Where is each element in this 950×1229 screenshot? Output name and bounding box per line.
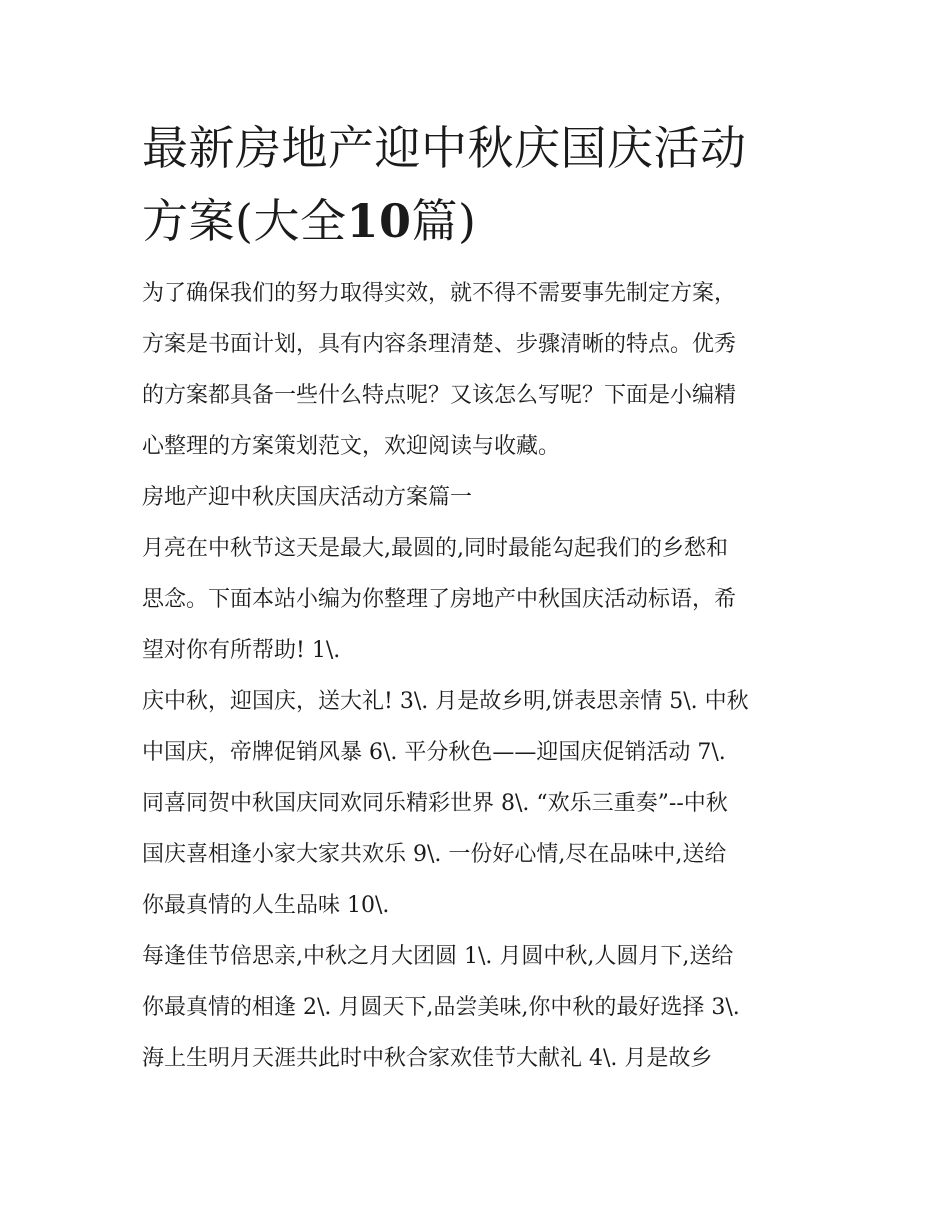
paragraph-line: 海上生明月天涯共此时中秋合家欢佳节大献礼 4\. 月是故乡 bbox=[142, 1046, 713, 1071]
title-line-1: 最新房地产迎中秋庆国庆活动 bbox=[142, 121, 747, 175]
paragraph-line: 中国庆，帝牌促销风暴 6\. 平分秋色——迎国庆促销活动 7\. bbox=[142, 740, 726, 765]
paragraph-line: 望对你有所帮助! 1\. bbox=[142, 638, 341, 663]
intro-line: 心整理的方案策划范文，欢迎阅读与收藏。 bbox=[142, 434, 561, 459]
title-line-2-suffix: 篇) bbox=[411, 194, 477, 248]
paragraph-line: 每逢佳节倍思亲,中秋之月大团圆 1\. 月圆中秋,人圆月下,送给 bbox=[142, 944, 734, 969]
body-paragraph-1 bbox=[142, 523, 822, 676]
paragraph-line: 月亮在中秋节这天是最大,最圆的,同时最能勾起我们的乡愁和 bbox=[142, 536, 728, 561]
intro-line: 为了确保我们的努力取得实效，就不得不需要事先制定方案， bbox=[142, 281, 737, 306]
title-line-2 bbox=[142, 185, 822, 258]
title-number: 10 bbox=[346, 194, 412, 248]
body-paragraph-3 bbox=[142, 931, 822, 1084]
paragraph-line: 你最真情的人生品味 10\. bbox=[142, 893, 390, 918]
document-page bbox=[142, 112, 822, 1084]
paragraph-line: 庆中秋，迎国庆，送大礼! 3\. 月是故乡明,饼表思亲情 5\. 中秋 bbox=[142, 689, 749, 714]
paragraph-line: 国庆喜相逢小家大家共欢乐 9\. 一份好心情,尽在品味中,送给 bbox=[142, 842, 727, 867]
title-line-2-prefix: 方案(大全 bbox=[142, 194, 347, 248]
paragraph-line: 思念。下面本站小编为你整理了房地产中秋国庆活动标语，希 bbox=[142, 587, 737, 612]
intro-paragraph bbox=[142, 268, 822, 472]
paragraph-line: 你最真情的相逢 2\. 月圆天下,品尝美味,你中秋的最好选择 3\. bbox=[142, 995, 740, 1020]
intro-line: 的方案都具备一些什么特点呢？又该怎么写呢？下面是小编精 bbox=[142, 383, 737, 408]
paragraph-line: 同喜同贺中秋国庆同欢同乐精彩世界 8\. “欢乐三重奏”--中秋 bbox=[142, 791, 728, 816]
section-heading: 房地产迎中秋庆国庆活动方案篇一 bbox=[142, 485, 473, 510]
body-paragraph-2 bbox=[142, 676, 822, 931]
intro-line: 方案是书面计划，具有内容条理清楚、步骤清晰的特点。优秀 bbox=[142, 332, 737, 357]
document-title bbox=[142, 112, 822, 258]
